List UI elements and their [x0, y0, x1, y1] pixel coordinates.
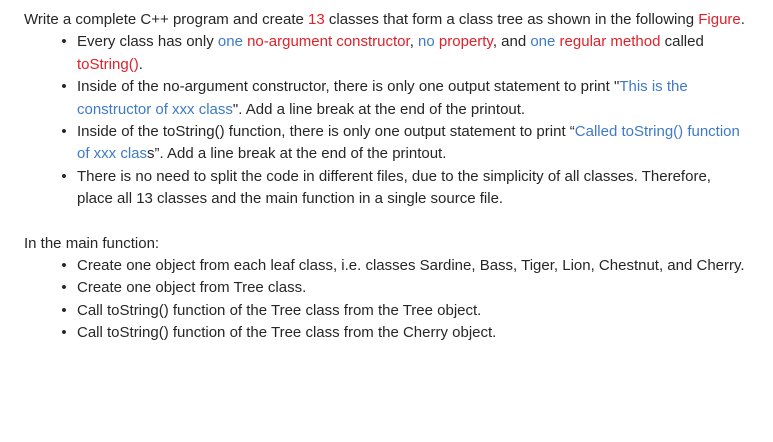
intro-paragraph	[24, 9, 749, 31]
main-step-text: Call toString() function of the Tree class from the Cherry object.	[77, 324, 497, 342]
intro-text-1: Write a complete C++ program and create	[24, 11, 309, 28]
bullet-icon: •	[61, 324, 67, 342]
highlighted-term: one	[530, 33, 556, 51]
bullet-icon: •	[61, 301, 67, 319]
class-count: 13	[308, 11, 325, 28]
requirement-item	[24, 31, 749, 76]
highlighted-term: no	[418, 33, 435, 51]
highlighted-term: one	[217, 33, 243, 51]
requirements-list	[24, 31, 749, 210]
requirement-text: called	[660, 33, 704, 51]
highlighted-term: no-argument constructor	[247, 33, 410, 51]
main-function-heading: In the main function:	[24, 234, 160, 252]
highlighted-term: regular method	[559, 33, 661, 51]
requirement-text: .	[138, 55, 143, 73]
main-step-text: Create one object from Tree class.	[77, 279, 307, 297]
requirement-item	[24, 76, 749, 121]
intro-text-3: .	[740, 11, 745, 28]
main-step-item	[24, 255, 749, 277]
main-step-text: Create one object from each leaf class, i.e. classes Sardine, Bass, Tiger, Lion, Chestnut, and Cherry.	[77, 257, 745, 275]
highlighted-term: toString()	[77, 55, 139, 73]
bullet-icon: •	[61, 257, 67, 275]
requirement-text: ". Add a line break at the end of the printout.	[232, 100, 526, 118]
main-step-text: Call toString() function of the Tree class from the Tree object.	[77, 301, 482, 319]
requirement-text: ,	[409, 33, 419, 51]
highlighted-term: This is the constructor of xxx class	[77, 78, 688, 118]
requirement-text: There is no need to split the code in different files, due to the simplicity of all classes. Therefore, place all 13 classes and the main function in a single source file.	[77, 167, 711, 208]
highlighted-term: property	[438, 33, 493, 51]
bullet-icon: •	[61, 78, 67, 96]
intro-text-2: classes that form a class tree as shown in the following	[324, 11, 699, 28]
bullet-icon: •	[61, 33, 67, 51]
requirement-text: Inside of the toString() function, there is only one output statement to print “	[77, 123, 575, 141]
highlighted-term: Called toString() function of xxx clas	[77, 123, 740, 163]
main-step-item	[24, 277, 749, 299]
main-step-item	[24, 300, 749, 322]
bullet-icon: •	[61, 123, 67, 141]
requirement-text: , and	[492, 33, 531, 51]
section-spacer	[24, 211, 749, 233]
main-steps-list	[24, 255, 749, 345]
requirement-item	[24, 166, 749, 211]
figure-reference: Figure	[698, 11, 741, 28]
bullet-icon: •	[61, 167, 67, 185]
requirement-item	[24, 121, 749, 166]
requirement-text: Every class has only	[77, 33, 218, 51]
requirement-text: Inside of the no-argument constructor, there is only one output statement to print "	[77, 78, 620, 96]
requirement-text: s”. Add a line break at the end of the printout.	[147, 145, 447, 163]
main-step-item	[24, 322, 749, 344]
bullet-icon: •	[61, 279, 67, 297]
